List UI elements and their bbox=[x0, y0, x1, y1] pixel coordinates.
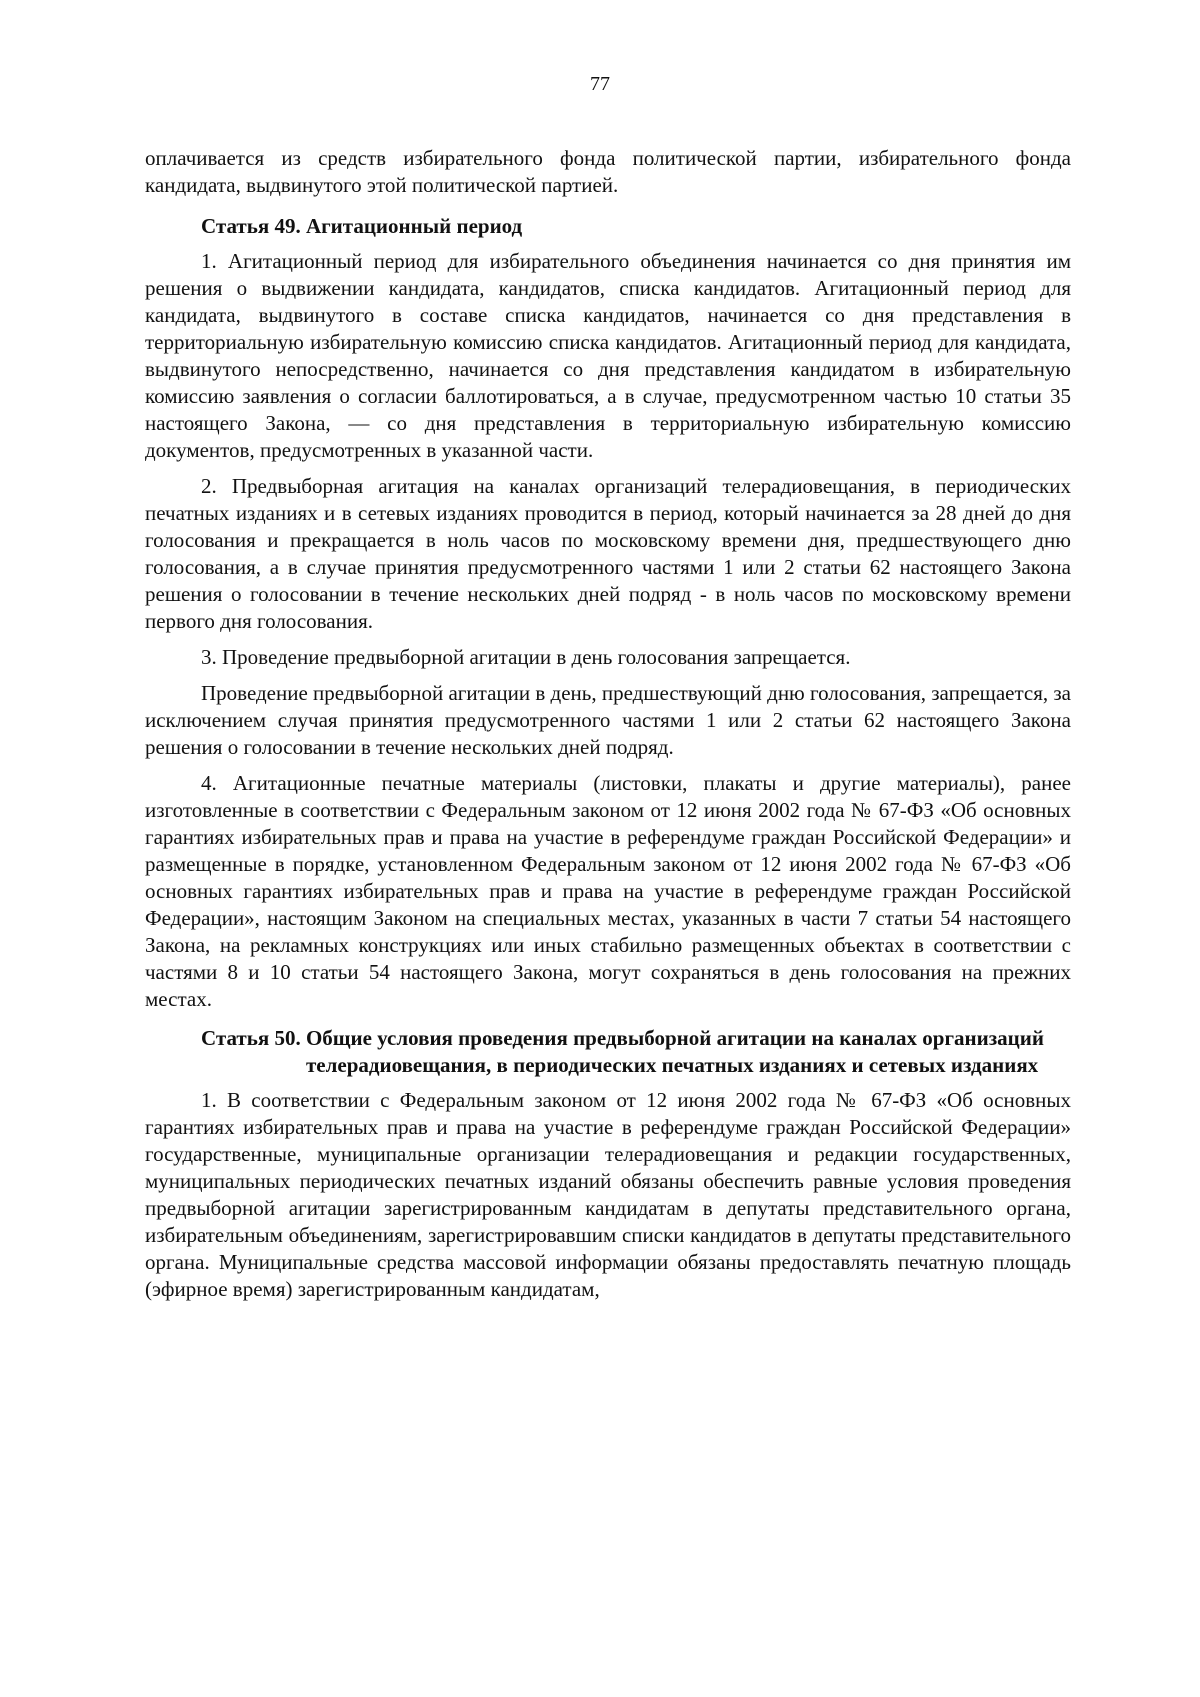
article-50-heading bbox=[145, 1025, 1071, 1079]
article-50-heading-prefix: Статья 50. bbox=[201, 1026, 306, 1050]
article-50-paragraph-1: 1. В соответствии с Федеральным законом от 12 июня 2002 года № 67-ФЗ «Об основных гарантиях избирательных прав и права на участие в референдуме граждан Российской Федерации» государственные, муниципальные организации телерадиовещания и редакции государственных, муниципальных периодических печатных изданий обязаны обеспечить равные условия проведения предвыборной агитации зарегистрированным кандидатам в депутаты представительного органа, избирательным объединениям, зарегистрировавшим списки кандидатов в депутаты представительного органа. Муниципальные средства массовой информации обязаны предоставлять печатную площадь (эфирное время) зарегистрированным кандидатам, bbox=[145, 1088, 1071, 1301]
article-49-heading: Статья 49. Агитационный период bbox=[201, 214, 523, 238]
article-49-paragraph-3-cont: Проведение предвыборной агитации в день, предшествующий дню голосования, запрещается, за исключением случая принятия предусмотренного частями 1 или 2 статьи 62 настоящего Закона решения о голосовании в течение нескольких дней подряд. bbox=[145, 681, 1071, 759]
article-50-heading-title: Общие условия проведения предвыборной агитации на каналах организаций телерадиовещания, в периодических печатных изданиях и сетевых изданиях bbox=[305, 1026, 1044, 1077]
article-49-paragraph-3: 3. Проведение предвыборной агитации в день голосования запрещается. bbox=[201, 645, 851, 669]
document-body bbox=[145, 145, 1071, 1312]
page-number: 77 bbox=[590, 73, 610, 95]
continuation-paragraph: оплачивается из средств избирательного фонда политической партии, избирательного фонда кандидата, выдвинутого этой политической партией. bbox=[145, 146, 1071, 197]
article-49-paragraph-1: 1. Агитационный период для избирательного объединения начинается со дня принятия им решения о выдвижении кандидата, кандидатов, списка кандидатов. Агитационный период для кандидата, выдвинутого в составе списка кандидатов, начинается со дня представления в территориальную избирательную комиссию списка кандидатов. Агитационный период для кандидата, выдвинутого непосредственно, начинается со дня представления кандидатом в избирательную комиссию заявления о согласии баллотироваться, а в случае, предусмотренном частью 10 статьи 35 настоящего Закона, — со дня представления в территориальную избирательную комиссию документов, предусмотренных в указанной части. bbox=[145, 249, 1071, 462]
article-49-paragraph-4: 4. Агитационные печатные материалы (листовки, плакаты и другие материалы), ранее изготовленные в соответствии с Федеральным законом от 12 июня 2002 года № 67-ФЗ «Об основных гарантиях избирательных прав и права на участие в референдуме граждан Российской Федерации» и размещенные в порядке, установленном Федеральным законом от 12 июня 2002 года № 67-ФЗ «Об основных гарантиях избирательных прав и права на участие в референдуме граждан Российской Федерации», настоящим Законом на специальных местах, указанных в части 7 статьи 54 настоящего Закона, на рекламных конструкциях или иных стабильно размещенных объектах в соответствии с частями 8 и 10 статьи 54 настоящего Закона, могут сохраняться в день голосования на прежних местах. bbox=[145, 771, 1071, 1011]
article-49-paragraph-2: 2. Предвыборная агитация на каналах организаций телерадиовещания, в периодических печатных изданиях и в сетевых изданиях проводится в период, который начинается за 28 дней до дня голосования и прекращается в ноль часов по московскому времени дня, предшествующего дню голосования, а в случае принятия предусмотренного частями 1 или 2 статьи 62 настоящего Закона решения о голосовании в течение нескольких дней подряд - в ноль часов по московскому времени первого дня голосования. bbox=[145, 474, 1071, 633]
